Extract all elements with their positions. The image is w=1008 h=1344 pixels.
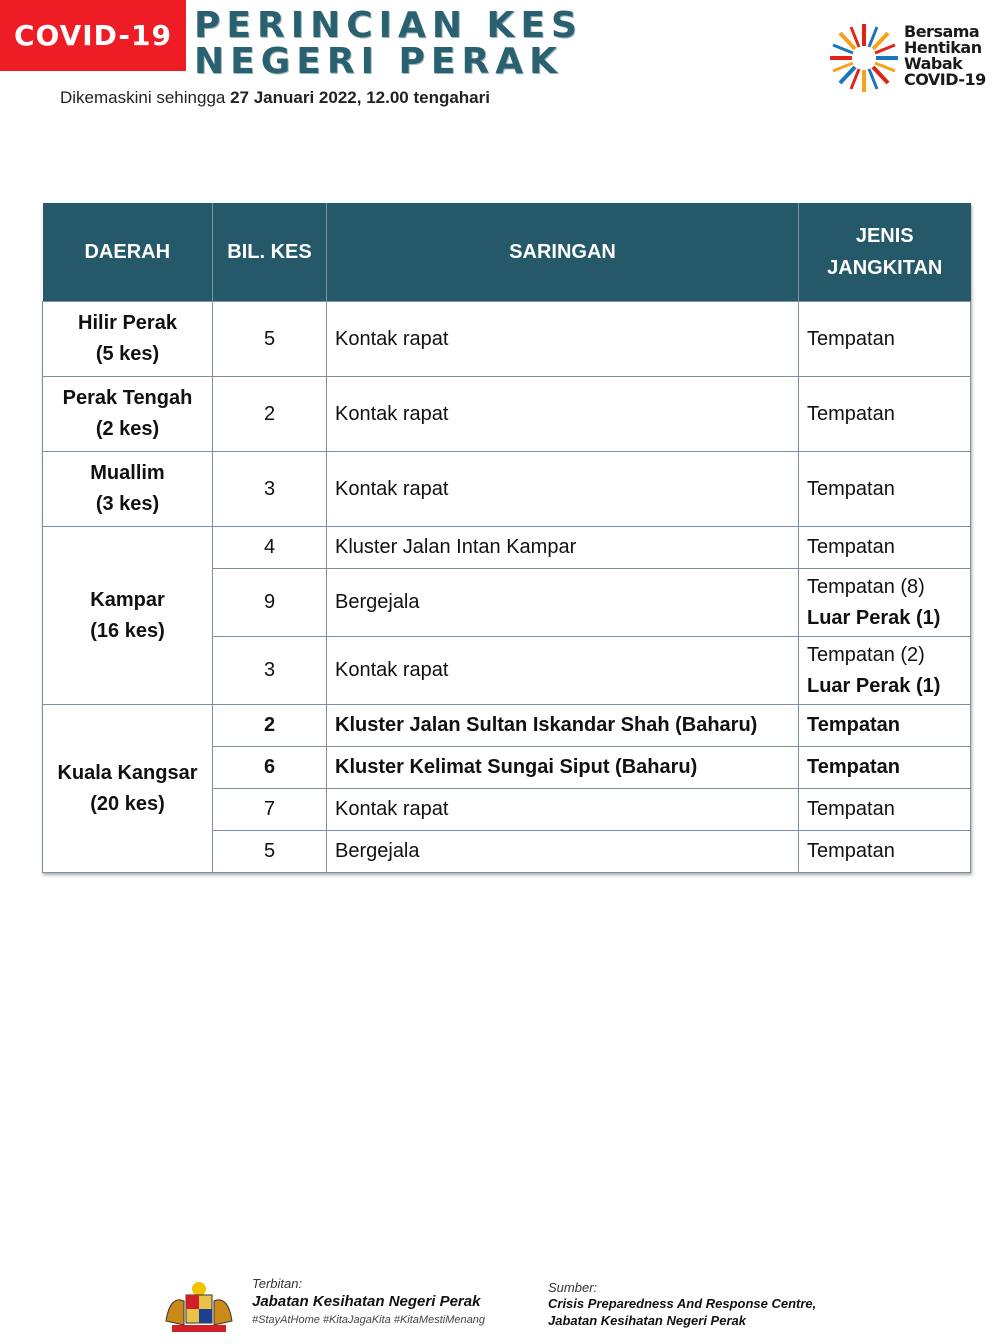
source-block	[548, 1280, 816, 1329]
infection-type-outside: Luar Perak (1)	[807, 606, 941, 629]
infection-type-cell: Tempatan	[799, 527, 971, 569]
case-count: 6	[213, 747, 327, 789]
infection-type-cell: Tempatan	[799, 747, 971, 789]
slogan-line: Hentikan	[904, 38, 982, 57]
infection-type-cell: Tempatan	[799, 302, 971, 377]
infection-type-cell: Tempatan	[799, 377, 971, 452]
screening-cell: Bergejala	[327, 831, 799, 873]
district-total: (2 kes)	[95, 418, 160, 440]
screening-cell: Kluster Kelimat Sungai Siput (Baharu)	[327, 747, 799, 789]
infection-type-cell: Tempatan	[799, 452, 971, 527]
publisher-label: Terbitan:	[252, 1276, 303, 1291]
updated-note	[60, 88, 490, 108]
screening-cell: Kontak rapat	[327, 637, 799, 705]
campaign-slogan	[904, 24, 986, 88]
infection-type-cell: Tempatan	[799, 705, 971, 747]
infection-type-cell: Tempatan	[799, 831, 971, 873]
table-row	[43, 377, 971, 452]
header-saringan: SARINGAN	[327, 203, 799, 302]
screening-cell: Kontak rapat	[327, 789, 799, 831]
district-name: Perak Tengah	[62, 387, 193, 409]
district-total: (3 kes)	[95, 493, 160, 515]
publisher-name: Jabatan Kesihatan Negeri Perak	[252, 1293, 481, 1310]
district-cell	[43, 452, 213, 527]
updated-time: , 12.00 tengahari	[356, 88, 490, 107]
screening-cell: Bergejala	[327, 569, 799, 637]
publisher-block	[252, 1276, 485, 1326]
page-title	[194, 5, 583, 82]
screening-cell: Kontak rapat	[327, 302, 799, 377]
case-count: 2	[213, 377, 327, 452]
district-cell	[43, 527, 213, 705]
case-count: 5	[213, 831, 327, 873]
infection-type-local: Tempatan (8)	[807, 575, 925, 598]
header-daerah: DAERAH	[43, 203, 213, 302]
slogan-line: Wabak	[904, 54, 963, 73]
table-row	[43, 527, 971, 569]
infection-type-cell	[799, 569, 971, 637]
screening-cell: Kluster Jalan Sultan Iskandar Shah (Baharu)	[327, 705, 799, 747]
coat-of-arms-icon	[160, 1281, 238, 1335]
district-cell	[43, 302, 213, 377]
case-count: 4	[213, 527, 327, 569]
header-jenis-jangkitan: JENIS JANGKITAN	[799, 203, 971, 302]
district-total: (20 kes)	[90, 792, 165, 815]
infection-type-cell	[799, 637, 971, 705]
case-count: 2	[213, 705, 327, 747]
case-count: 3	[213, 452, 327, 527]
district-name: Kampar	[90, 588, 165, 611]
burst-logo-icon	[828, 18, 902, 98]
district-cell	[43, 705, 213, 873]
table-row	[43, 452, 971, 527]
infection-type-cell: Tempatan	[799, 789, 971, 831]
title-line-1: PERINCIAN KES	[194, 5, 583, 46]
hashtags: #StayAtHome #KitaJagaKita #KitaMestiMenang	[252, 1314, 485, 1326]
case-table	[42, 203, 971, 873]
source-line-1: Crisis Preparedness And Response Centre,	[548, 1296, 817, 1311]
district-name: Muallim	[90, 462, 165, 484]
source-line-2: Jabatan Kesihatan Negeri Perak	[548, 1313, 746, 1328]
slogan-line: Bersama	[904, 22, 980, 41]
updated-date: 27 Januari 2022	[230, 88, 357, 107]
infection-type-local: Tempatan (2)	[807, 643, 925, 666]
district-cell	[43, 377, 213, 452]
case-count: 5	[213, 302, 327, 377]
screening-cell: Kontak rapat	[327, 452, 799, 527]
table-row	[43, 705, 971, 747]
table-row	[43, 302, 971, 377]
slogan-line: COVID-19	[904, 70, 986, 89]
title-line-2: NEGERI PERAK	[194, 41, 563, 82]
district-total: (5 kes)	[95, 343, 160, 365]
district-name: Kuala Kangsar	[57, 761, 198, 784]
case-count: 7	[213, 789, 327, 831]
screening-cell: Kontak rapat	[327, 377, 799, 452]
header-bil-kes: BIL. KES	[213, 203, 327, 302]
covid-badge: COVID-19	[0, 0, 186, 71]
infection-type-outside: Luar Perak (1)	[807, 674, 941, 697]
case-count: 3	[213, 637, 327, 705]
screening-cell: Kluster Jalan Intan Kampar	[327, 527, 799, 569]
table-header-row	[43, 203, 971, 302]
source-label: Sumber:	[548, 1280, 598, 1295]
district-name: Hilir Perak	[78, 312, 177, 334]
campaign-logo	[828, 18, 998, 100]
district-total: (16 kes)	[90, 619, 165, 642]
case-count: 9	[213, 569, 327, 637]
updated-prefix: Dikemaskini sehingga	[60, 88, 231, 107]
